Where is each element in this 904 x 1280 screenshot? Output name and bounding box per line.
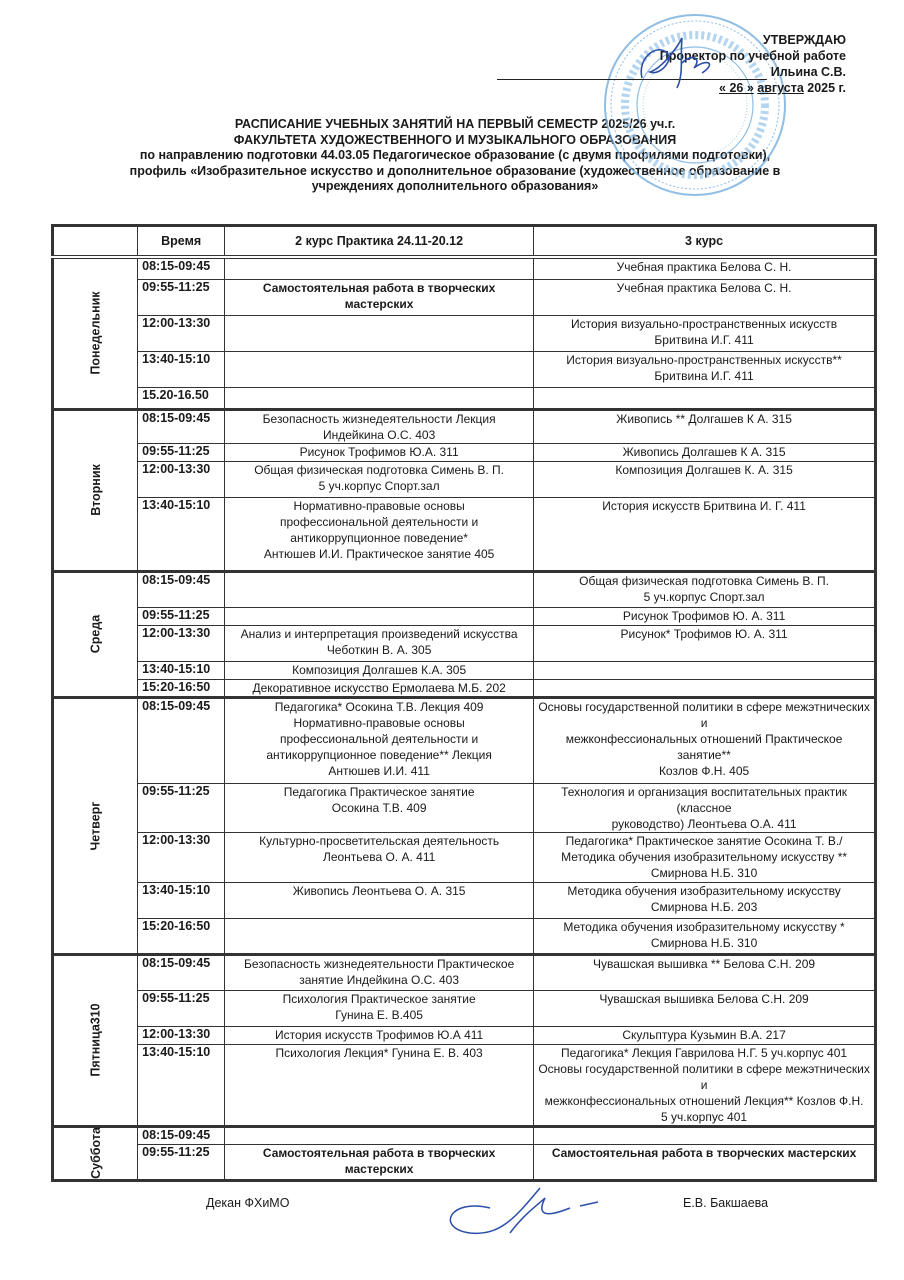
course-2-cell: Декоративное искусство Ермолаева М.Б. 202: [225, 679, 534, 697]
table-row: [53, 679, 876, 697]
header-time: Время: [138, 226, 225, 258]
approval-date-year: 2025 г.: [807, 81, 846, 95]
course-3-cell: [534, 387, 876, 409]
time-cell: 09:55-11:25: [138, 607, 225, 625]
table-row: [53, 387, 876, 409]
course-2-cell: Композиция Долгашев К.А. 305: [225, 661, 534, 679]
table-row: [53, 918, 876, 954]
day-cell: [53, 571, 138, 697]
course-2-cell: [225, 571, 534, 607]
time-cell: 12:00-13:30: [138, 832, 225, 882]
course-3-cell: Технология и организация воспитательных практик (классное руководство) Леонтьева О.А. 411: [534, 783, 876, 832]
course-3-cell: Рисунок* Трофимов Ю. А. 311: [534, 625, 876, 661]
day-cell: [53, 257, 138, 409]
time-cell: 09:55-11:25: [138, 783, 225, 832]
schedule-table: [51, 224, 877, 1182]
day-name: Понедельник: [88, 291, 103, 375]
day-name: Суббота: [88, 1127, 103, 1179]
day-cell: [53, 1126, 138, 1180]
time-cell: 12:00-13:30: [138, 315, 225, 351]
title-line-3: по направлению подготовки 44.03.05 Педагогическое образование (с двумя профилями подготовки),: [139, 148, 771, 162]
time-cell: 09:55-11:25: [138, 279, 225, 315]
course-2-cell: [225, 387, 534, 409]
table-row: [53, 461, 876, 497]
day-cell: [53, 954, 138, 1126]
course-2-cell: История искусств Трофимов Ю.А 411: [225, 1026, 534, 1044]
title-line-4: профиль «Изобразительное искусство и дополнительное образование (художественное образование в: [129, 163, 781, 178]
course-3-cell: Композиция Долгашев К. А. 315: [534, 461, 876, 497]
day-cell: [53, 409, 138, 571]
course-3-cell: Живопись ** Долгашев К А. 315: [534, 409, 876, 443]
course-3-cell: Чувашская вышивка Белова С.Н. 209: [534, 990, 876, 1026]
course-3-cell: Чувашская вышивка ** Белова С.Н. 209: [534, 954, 876, 990]
course-3-cell: Основы государственной политики в сфере межэтнических и межконфессиональных отношений Практическое занятие** Козлов Ф.Н. 405: [534, 697, 876, 783]
table-row: [53, 783, 876, 832]
table-row: [53, 351, 876, 387]
time-cell: 12:00-13:30: [138, 1026, 225, 1044]
table-row: [53, 832, 876, 882]
time-cell: 08:15-09:45: [138, 409, 225, 443]
course-2-cell: [225, 315, 534, 351]
dean-name: Е.В. Бакшаева: [683, 1196, 769, 1210]
course-2-cell: [225, 257, 534, 279]
table-row: [53, 1044, 876, 1126]
header-course-2: 2 курс Практика 24.11-20.12: [225, 226, 534, 258]
table-row: [53, 257, 876, 279]
course-3-cell: Рисунок Трофимов Ю. А. 311: [534, 607, 876, 625]
course-2-cell: [225, 351, 534, 387]
course-3-cell: История визуально-пространственных искусств** Бритвина И.Г. 411: [534, 351, 876, 387]
table-row: [53, 315, 876, 351]
course-3-cell: [534, 661, 876, 679]
time-cell: 13:40-15:10: [138, 661, 225, 679]
day-name: Среда: [88, 614, 103, 654]
course-2-cell: Педагогика* Осокина Т.В. Лекция 409 Нормативно-правовые основы профессиональной деятельности и антикоррупционное поведение** Лекция Антюшев И.И. 411: [225, 697, 534, 783]
course-2-cell: Педагогика Практическое занятие Осокина Т.В. 409: [225, 783, 534, 832]
approval-date-day: « 26 »: [719, 81, 754, 95]
approval-name: Ильина С.В.: [770, 65, 846, 79]
day-cell: [53, 697, 138, 954]
table-row: [53, 954, 876, 990]
time-cell: 12:00-13:30: [138, 461, 225, 497]
course-2-cell: [225, 607, 534, 625]
table-row: [53, 571, 876, 607]
approval-date-month: августа: [757, 81, 804, 95]
table-row: [53, 625, 876, 661]
time-cell: 09:55-11:25: [138, 990, 225, 1026]
course-2-cell: Самостоятельная работа в творческих мастерских: [225, 279, 534, 315]
course-2-cell: Рисунок Трофимов Ю.А. 311: [225, 443, 534, 461]
course-3-cell: Самостоятельная работа в творческих мастерских: [534, 1144, 876, 1180]
course-2-cell: Культурно-просветительская деятельность Леонтьева О. А. 411: [225, 832, 534, 882]
course-3-cell: История визуально-пространственных искусств Бритвина И.Г. 411: [534, 315, 876, 351]
time-cell: 08:15-09:45: [138, 697, 225, 783]
course-3-cell: Учебная практика Белова С. Н.: [534, 279, 876, 315]
course-2-cell: Общая физическая подготовка Симень В. П. 5 уч.корпус Спорт.зал: [225, 461, 534, 497]
dean-signature: [430, 1178, 600, 1248]
course-2-cell: Живопись Леонтьева О. А. 315: [225, 882, 534, 918]
time-cell: 13:40-15:10: [138, 497, 225, 571]
course-3-cell: [534, 1126, 876, 1144]
table-row: [53, 661, 876, 679]
time-cell: 13:40-15:10: [138, 351, 225, 387]
course-2-cell: Анализ и интерпретация произведений искусства Чеботкин В. А. 305: [225, 625, 534, 661]
course-3-cell: Методика обучения изобразительному искусству * Смирнова Н.Б. 310: [534, 918, 876, 954]
course-3-cell: Живопись Долгашев К А. 315: [534, 443, 876, 461]
dean-title: Декан ФХиМО: [206, 1196, 290, 1210]
course-2-cell: Психология Практическое занятие Гунина Е. В.405: [225, 990, 534, 1026]
time-cell: 08:15-09:45: [138, 257, 225, 279]
header-row: [53, 226, 876, 258]
day-name: Пятница310: [88, 1003, 103, 1077]
course-2-cell: Безопасность жизнедеятельности Лекция Индейкина О.С. 403: [225, 409, 534, 443]
time-cell: 15:20-16:50: [138, 918, 225, 954]
table-row: [53, 1144, 876, 1180]
table-row: [53, 1126, 876, 1144]
title-line-1: РАСПИСАНИЕ УЧЕБНЫХ ЗАНЯТИЙ НА ПЕРВЫЙ СЕМЕСТР 2025/26 уч.г.: [234, 117, 676, 131]
time-cell: 13:40-15:10: [138, 882, 225, 918]
course-3-cell: Учебная практика Белова С. Н.: [534, 257, 876, 279]
course-2-cell: [225, 918, 534, 954]
course-3-cell: Педагогика* Лекция Гаврилова Н.Г. 5 уч.корпус 401 Основы государственной политики в сфере межэтнических и межконфессиональных отношений Лекция** Козлов Ф.Н. 5 уч.корпус 401: [534, 1044, 876, 1126]
time-cell: 13:40-15:10: [138, 1044, 225, 1126]
table-row: [53, 990, 876, 1026]
approval-position: Проректор по учебной работе: [659, 49, 846, 63]
course-2-cell: [225, 1126, 534, 1144]
time-cell: 15:20-16:50: [138, 679, 225, 697]
table-row: [53, 1026, 876, 1044]
table-row: [53, 443, 876, 461]
course-3-cell: Педагогика* Практическое занятие Осокина Т. В./ Методика обучения изобразительному искусству ** Смирнова Н.Б. 310: [534, 832, 876, 882]
course-3-cell: Скульптура Кузьмин В.А. 217: [534, 1026, 876, 1044]
approval-heading: УТВЕРЖДАЮ: [762, 33, 846, 47]
time-cell: 09:55-11:25: [138, 443, 225, 461]
course-3-cell: Методика обучения изобразительному искусству Смирнова Н.Б. 203: [534, 882, 876, 918]
course-2-cell: Нормативно-правовые основы профессиональной деятельности и антикоррупционное поведение* Антюшев И.И. Практическое занятие 405: [225, 497, 534, 571]
table-row: [53, 607, 876, 625]
day-name: Четверг: [88, 800, 103, 851]
prorector-signature: [632, 28, 722, 98]
day-name: Вторник: [88, 464, 103, 516]
time-cell: 08:15-09:45: [138, 954, 225, 990]
table-row: [53, 882, 876, 918]
course-3-cell: [534, 679, 876, 697]
time-cell: 12:00-13:30: [138, 625, 225, 661]
course-3-cell: Общая физическая подготовка Симень В. П. 5 уч.корпус Спорт.зал: [534, 571, 876, 607]
header-course-3: 3 курс: [534, 226, 876, 258]
table-row: [53, 497, 876, 571]
title-line-5: учреждениях дополнительного образования»: [311, 179, 599, 193]
table-row: [53, 279, 876, 315]
course-3-cell: История искусств Бритвина И. Г. 411: [534, 497, 876, 571]
table-row: [53, 697, 876, 783]
time-cell: 09:55-11:25: [138, 1144, 225, 1180]
schedule-body: [53, 257, 876, 1180]
course-2-cell: Безопасность жизнедеятельности Практическое занятие Индейкина О.С. 403: [225, 954, 534, 990]
header-day: [53, 226, 138, 258]
course-2-cell: Психология Лекция* Гунина Е. В. 403: [225, 1044, 534, 1126]
time-cell: 08:15-09:45: [138, 1126, 225, 1144]
course-2-cell: Самостоятельная работа в творческих мастерских: [225, 1144, 534, 1180]
table-row: [53, 409, 876, 443]
time-cell: 15.20-16.50: [138, 387, 225, 409]
title-line-2: ФАКУЛЬТЕТА ХУДОЖЕСТВЕННОГО И МУЗЫКАЛЬНОГО ОБРАЗОВАНИЯ: [233, 132, 677, 147]
time-cell: 08:15-09:45: [138, 571, 225, 607]
